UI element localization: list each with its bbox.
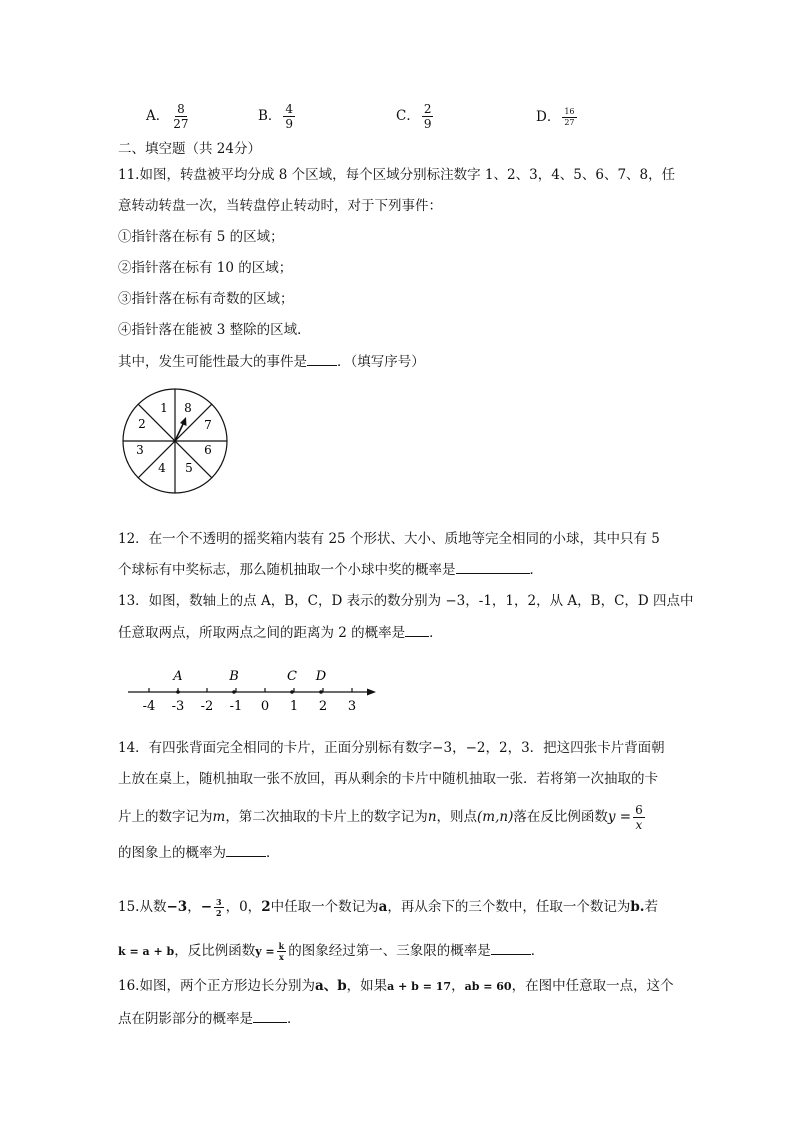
choice-c: [396, 103, 435, 130]
section-title: 二、填空题（共 24分）: [118, 141, 261, 157]
q14-line1: 14．有四张背面完全相同的卡片，正面分别标有数字−3，−2，2，3．把这四张卡片背面朝: [118, 740, 665, 756]
q13-line2: 任意取两点，所取两点之间的距离为 2 的概率是 ．: [118, 622, 443, 643]
q12-line2: 个球标有中奖标志，那么随机抽取一个小球中奖的概率是 ．: [118, 559, 543, 580]
function-fraction: $\frac{6}{x}$: [635, 803, 643, 832]
point-dot-d: [319, 690, 323, 694]
choice-a-fraction: $\frac{8}{27}$: [173, 102, 189, 131]
q14-line2: 上放在桌上，随机抽取一张不放回，再从剩余的卡片中随机抽取一张．若将第一次抽取的卡: [118, 771, 658, 787]
spinner-pointer: [175, 422, 184, 441]
axis-tick-label: -4: [142, 699, 156, 714]
spinner-figure: [118, 388, 230, 494]
number-line-arrow: [367, 689, 376, 696]
axis-tick-label: -3: [171, 699, 185, 714]
q11-line1: 11.如图，转盘被平均分成 8 个区域，每个区域分别标注数字 1、2、3，4、5、6、7、8，任: [118, 167, 676, 183]
point-label-c: C: [287, 669, 297, 684]
fraction-three-halves: $\frac{3}{2}$: [216, 897, 222, 918]
answer-blank: [226, 842, 266, 857]
choice-d: [536, 105, 579, 127]
axis-tick-label: -1: [229, 699, 243, 714]
number-line-figure: [124, 662, 384, 716]
choice-b-label: B．: [258, 108, 282, 124]
q16-line1: 16.如图，两个正方形边长分别为a、b，如果a + b = 17，ab = 60，在图中任意取一点，这个: [118, 978, 674, 994]
point-mn: (m,n): [477, 809, 514, 825]
choice-d-fraction: $\frac{16}{27}$: [564, 107, 575, 127]
choice-a-label: A．: [146, 108, 170, 124]
axis-tick-label: 3: [347, 699, 357, 714]
var-m: m: [212, 809, 226, 825]
q11-line2: 意转动转盘一次，当转盘停止转动时，对于下列事件：: [118, 198, 442, 214]
choice-d-label: D．: [536, 109, 561, 125]
q11-event4: ④指针落在能被 3 整除的区域．: [118, 322, 311, 338]
axis-tick-label: -2: [200, 699, 214, 714]
q14-line3: 片上的数字记为m，第二次抽取的卡片上的数字记为n，则点(m,n)落在反比例函数y = $\frac{6}{x}$: [118, 803, 643, 832]
spinner-label-8: 8: [184, 401, 192, 415]
q16-line2: 点在阴影部分的概率是 ．: [118, 1008, 301, 1029]
axis-tick-label: 0: [260, 699, 270, 714]
q15-line2: k = a + b，反比例函数y = $\frac{k}{x}$ 的图象经过第一、三象限的概率是 ．: [118, 941, 545, 962]
q14-line4: 的图象上的概率为 ．: [118, 842, 280, 863]
choice-b-fraction: $\frac{4}{9}$: [285, 102, 294, 131]
axis-tick-label: 2: [318, 699, 328, 714]
spinner-label-7: 7: [204, 418, 212, 432]
choice-c-fraction: $\frac{2}{9}$: [423, 102, 432, 131]
fraction-k-over-x: $\frac{k}{x}$: [278, 941, 285, 962]
answer-blank: [491, 940, 531, 955]
answer-blank: [253, 1008, 287, 1023]
spinner-label-3: 3: [136, 443, 144, 457]
spinner-label-5: 5: [185, 461, 193, 475]
q13-line1: 13．如图，数轴上的点 A，B，C，D 表示的数分别为 −3，-1，1，2，从 A，B，C，D 四点中: [118, 593, 694, 609]
spinner-label-2: 2: [138, 417, 146, 431]
choice-c-label: C．: [396, 108, 420, 124]
point-label-d: D: [315, 669, 327, 684]
axis-tick-label: 1: [289, 699, 299, 714]
q11-event3: ③指针落在标有奇数的区域；: [118, 291, 294, 307]
var-n: n: [427, 809, 437, 825]
point-dot-b: [232, 690, 236, 694]
function-lhs: y =: [607, 809, 632, 825]
point-dot-c: [290, 690, 294, 694]
spinner-label-4: 4: [158, 461, 166, 475]
q11-event2: ②指针落在标有 10 的区域；: [118, 260, 293, 276]
choice-b: [258, 103, 297, 130]
answer-blank: [307, 351, 337, 366]
spinner-label-6: 6: [204, 443, 212, 457]
q12-line1: 12．在一个不透明的摇奖箱内装有 25 个形状、大小、质地等完全相同的小球，其中只有 5: [118, 531, 660, 547]
q11-event1: ①指针落在标有 5 的区域；: [118, 229, 284, 245]
answer-blank: [405, 622, 429, 637]
answer-blank: [456, 559, 530, 574]
spinner-label-1: 1: [160, 401, 168, 415]
choice-a: [146, 103, 193, 130]
point-label-b: B: [229, 669, 239, 684]
q15-line1: 15.从数−3，− $\frac{3}{2}$ ，0，2中任取一个数记为a，再从余下的三个数中，任取一个数记为b.若: [118, 897, 658, 918]
point-dot-a: [176, 690, 180, 694]
point-label-a: A: [173, 669, 183, 684]
q11-question: 其中，发生可能性最大的事件是 ．（填写序号）: [118, 351, 425, 372]
